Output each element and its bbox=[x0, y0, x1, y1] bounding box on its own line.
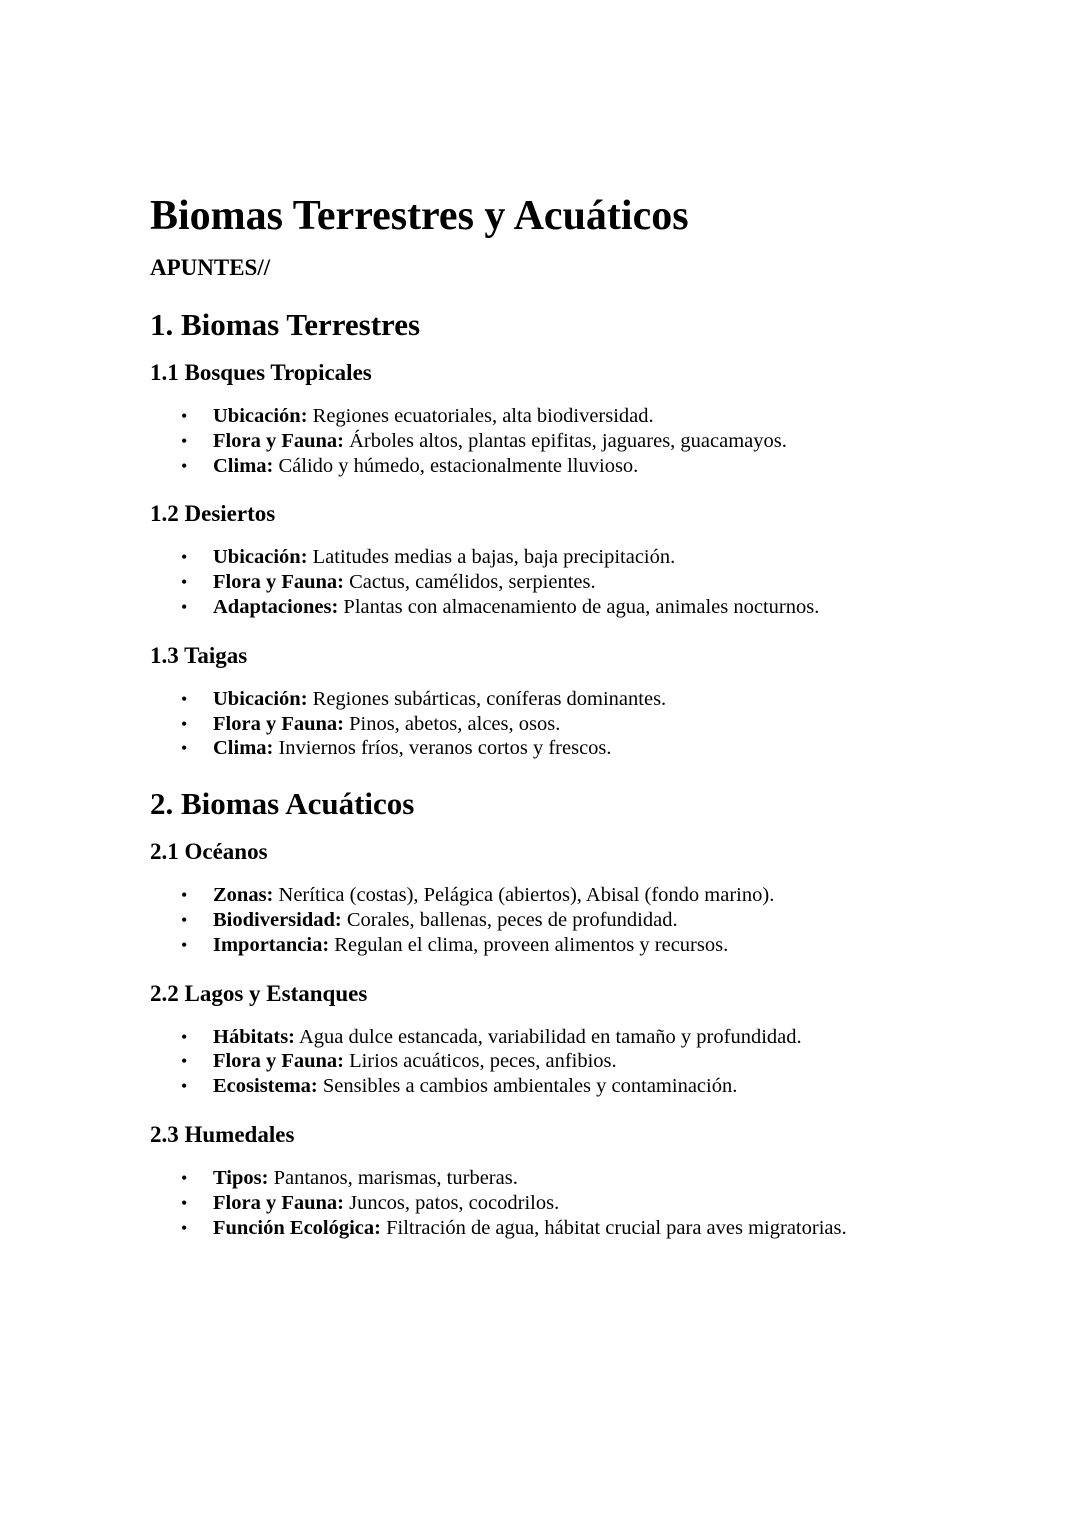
bullet-icon: • bbox=[181, 430, 188, 451]
section-1 bbox=[150, 305, 1010, 761]
subsection-heading: 2.2 Lagos y Estanques bbox=[150, 980, 368, 1006]
bullet-icon: • bbox=[181, 1026, 188, 1047]
item-description: Pantanos, marismas, turberas. bbox=[268, 1166, 518, 1189]
bullet-icon: • bbox=[181, 738, 188, 759]
bullet-icon: • bbox=[181, 547, 188, 568]
list-item bbox=[150, 908, 1010, 933]
list-item bbox=[150, 1049, 1010, 1074]
subsection-heading: 2.3 Humedales bbox=[150, 1121, 295, 1147]
bullet-icon: • bbox=[181, 455, 188, 476]
bullet-icon: • bbox=[181, 909, 188, 930]
list-item bbox=[150, 545, 1010, 570]
item-description: Cactus, camélidos, serpientes. bbox=[343, 571, 596, 594]
item-description: Nerítica (costas), Pelágica (abiertos), Abisal (fondo marino). bbox=[273, 884, 775, 907]
sections-container bbox=[150, 305, 1010, 1240]
item-description: Sensibles a cambios ambientales y contaminación. bbox=[317, 1075, 738, 1098]
item-term: Adaptaciones: bbox=[213, 595, 339, 618]
list-item bbox=[150, 1191, 1010, 1216]
item-description: Filtración de agua, hábitat crucial para aves migratorias. bbox=[380, 1216, 847, 1239]
item-description: Plantas con almacenamiento de agua, animales nocturnos. bbox=[338, 595, 820, 618]
item-description: Inviernos fríos, veranos cortos y frescos. bbox=[273, 737, 612, 760]
item-description: Pinos, abetos, alces, osos. bbox=[343, 712, 561, 735]
bullet-list bbox=[150, 545, 1010, 619]
item-term: Clima: bbox=[213, 454, 274, 477]
bullet-list bbox=[150, 404, 1010, 478]
bullet-icon: • bbox=[181, 1051, 188, 1072]
item-description: Regiones subárticas, coníferas dominantes. bbox=[307, 687, 667, 710]
subsection-heading: 1.2 Desiertos bbox=[150, 501, 276, 527]
bullet-icon: • bbox=[181, 1217, 188, 1238]
bullet-icon: • bbox=[181, 572, 188, 593]
bullet-icon: • bbox=[181, 406, 188, 426]
item-term: Flora y Fauna: bbox=[213, 1050, 344, 1073]
list-item bbox=[150, 1166, 1010, 1191]
list-item bbox=[150, 595, 1010, 620]
item-term: Importancia: bbox=[213, 933, 330, 956]
section-heading: 1. Biomas Terrestres bbox=[150, 307, 421, 342]
section-2 bbox=[150, 784, 1010, 1240]
item-term: Función Ecológica: bbox=[213, 1216, 381, 1239]
item-description: Árboles altos, plantas epifitas, jaguares, guacamayos. bbox=[343, 429, 787, 452]
item-term: Flora y Fauna: bbox=[213, 712, 344, 735]
list-item bbox=[150, 454, 1010, 479]
bullet-icon: • bbox=[181, 934, 188, 955]
item-term: Ecosistema: bbox=[213, 1075, 318, 1098]
list-item bbox=[150, 404, 1010, 429]
document-title: Biomas Terrestres y Acuáticos bbox=[150, 193, 689, 239]
item-term: Tipos: bbox=[213, 1166, 269, 1189]
bullet-list bbox=[150, 687, 1010, 761]
subsection-heading: 1.3 Taigas bbox=[150, 642, 248, 668]
subsection-heading: 2.1 Océanos bbox=[150, 839, 268, 865]
bullet-icon: • bbox=[181, 1076, 188, 1097]
item-term: Ubicación: bbox=[213, 687, 308, 710]
item-term: Biodiversidad: bbox=[213, 908, 342, 931]
item-description: Cálido y húmedo, estacionalmente lluvioso. bbox=[273, 454, 639, 477]
list-item bbox=[150, 712, 1010, 737]
subsection-heading: 1.1 Bosques Tropicales bbox=[150, 360, 372, 385]
bullet-list bbox=[150, 1166, 1010, 1240]
item-term: Hábitats: bbox=[213, 1025, 295, 1048]
list-item bbox=[150, 1025, 1010, 1050]
list-item bbox=[150, 570, 1010, 595]
item-term: Ubicación: bbox=[213, 546, 308, 569]
bullet-icon: • bbox=[181, 688, 188, 709]
item-term: Flora y Fauna: bbox=[213, 1191, 344, 1214]
list-item bbox=[150, 883, 1010, 908]
bullet-icon: • bbox=[181, 885, 188, 906]
list-item bbox=[150, 1074, 1010, 1099]
document-subtitle: APUNTES// bbox=[150, 255, 271, 280]
document-content bbox=[150, 188, 1010, 1240]
item-description: Latitudes medias a bajas, baja precipitación. bbox=[307, 546, 676, 569]
item-description: Agua dulce estancada, variabilidad en tamaño y profundidad. bbox=[295, 1025, 802, 1048]
bullet-list bbox=[150, 1025, 1010, 1099]
item-term: Flora y Fauna: bbox=[213, 429, 344, 452]
list-item bbox=[150, 1216, 1010, 1241]
item-term: Clima: bbox=[213, 737, 274, 760]
item-description: Regulan el clima, proveen alimentos y recursos. bbox=[329, 933, 729, 956]
list-item bbox=[150, 933, 1010, 958]
item-description: Regiones ecuatoriales, alta biodiversidad. bbox=[307, 405, 654, 427]
item-description: Lirios acuáticos, peces, anfibios. bbox=[343, 1050, 617, 1073]
item-term: Flora y Fauna: bbox=[213, 571, 344, 594]
bullet-icon: • bbox=[181, 1192, 188, 1213]
bullet-list bbox=[150, 883, 1010, 957]
item-term: Zonas: bbox=[213, 884, 274, 907]
item-description: Corales, ballenas, peces de profundidad. bbox=[341, 908, 678, 931]
list-item bbox=[150, 687, 1010, 712]
bullet-icon: • bbox=[181, 713, 188, 734]
bullet-icon: • bbox=[181, 596, 188, 617]
section-heading: 2. Biomas Acuáticos bbox=[150, 786, 415, 822]
list-item bbox=[150, 429, 1010, 454]
item-term: Ubicación: bbox=[213, 405, 308, 427]
item-description: Juncos, patos, cocodrilos. bbox=[343, 1191, 560, 1214]
bullet-icon: • bbox=[181, 1167, 188, 1188]
list-item bbox=[150, 736, 1010, 761]
